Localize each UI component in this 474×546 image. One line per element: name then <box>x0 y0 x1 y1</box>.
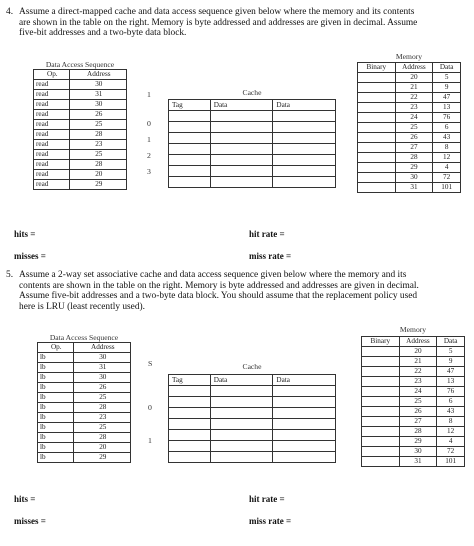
cache-cell[interactable] <box>210 441 273 452</box>
op-cell: lb <box>38 423 74 433</box>
data-cell: 6 <box>437 397 465 407</box>
address-cell: 22 <box>395 93 433 103</box>
data-cell: 12 <box>433 153 461 163</box>
op-cell: lb <box>38 383 74 393</box>
data-cell: 43 <box>433 133 461 143</box>
table-row <box>358 83 461 93</box>
column-header: Op. <box>38 343 74 353</box>
sequence-caption: Data Access Sequence <box>49 333 119 342</box>
address-cell: 21 <box>399 357 437 367</box>
binary-cell[interactable] <box>362 357 400 367</box>
table-row <box>362 437 465 447</box>
cache-row <box>169 122 336 133</box>
cache-cell[interactable] <box>169 111 211 122</box>
table-row <box>358 183 461 193</box>
op-cell: read <box>34 160 70 170</box>
set-label: 1 <box>148 436 152 445</box>
column-header: Address <box>69 70 126 80</box>
cache-cell[interactable] <box>169 441 211 452</box>
table-row <box>34 160 127 170</box>
cache-cell[interactable] <box>273 419 336 430</box>
op-cell: lb <box>38 403 74 413</box>
memory-table-q4 <box>357 62 461 193</box>
binary-cell[interactable] <box>362 397 400 407</box>
binary-cell[interactable] <box>358 93 396 103</box>
address-cell: 26 <box>399 407 437 417</box>
address-cell: 21 <box>395 83 433 93</box>
binary-cell[interactable] <box>362 417 400 427</box>
misses-label: misses = <box>14 516 46 526</box>
cache-cell[interactable] <box>273 430 336 441</box>
table-row <box>38 363 131 373</box>
table-row <box>362 367 465 377</box>
cache-cell[interactable] <box>169 419 211 430</box>
cache-row <box>169 452 336 463</box>
table-row <box>34 150 127 160</box>
binary-cell[interactable] <box>362 407 400 417</box>
miss-rate-label: miss rate = <box>249 251 292 261</box>
table-row <box>38 433 131 443</box>
op-cell: read <box>34 90 70 100</box>
binary-cell[interactable] <box>358 133 396 143</box>
address-cell: 25 <box>395 123 433 133</box>
address-cell: 28 <box>69 160 126 170</box>
question-line: Assume a 2-way set associative cache and data access sequence given below where the memory and its <box>19 270 407 280</box>
cache-cell[interactable] <box>273 177 336 188</box>
memory-caption: Memory <box>399 325 427 334</box>
address-cell: 25 <box>399 397 437 407</box>
cache-row <box>169 430 336 441</box>
cache-table-q5 <box>168 374 336 463</box>
cache-cell[interactable] <box>210 166 273 177</box>
cache-cell[interactable] <box>273 386 336 397</box>
table-row <box>34 80 127 90</box>
table-row <box>38 383 131 393</box>
address-cell: 20 <box>69 170 126 180</box>
table-row <box>38 413 131 423</box>
table-row <box>362 377 465 387</box>
data-cell: 13 <box>437 377 465 387</box>
data-cell: 9 <box>437 357 465 367</box>
cache-cell[interactable] <box>169 408 211 419</box>
address-cell: 23 <box>399 377 437 387</box>
data-cell: 9 <box>433 83 461 93</box>
cache-cell[interactable] <box>273 397 336 408</box>
cache-header: Data <box>210 100 273 111</box>
binary-cell[interactable] <box>358 113 396 123</box>
cache-header: Data <box>273 375 336 386</box>
address-cell: 25 <box>73 393 130 403</box>
cache-header: Data <box>273 100 336 111</box>
cache-cell[interactable] <box>210 408 273 419</box>
set-label: 1 <box>147 135 151 144</box>
cache-row <box>169 133 336 144</box>
address-cell: 28 <box>395 153 433 163</box>
binary-cell[interactable] <box>358 163 396 173</box>
cache-cell[interactable] <box>210 397 273 408</box>
address-cell: 29 <box>73 453 130 463</box>
table-row <box>362 387 465 397</box>
op-cell: read <box>34 140 70 150</box>
cache-cell[interactable] <box>273 144 336 155</box>
table-row <box>34 130 127 140</box>
address-cell: 30 <box>69 100 126 110</box>
cache-cell[interactable] <box>210 144 273 155</box>
cache-cell[interactable] <box>273 408 336 419</box>
question-line: Assume a direct-mapped cache and data access sequence given below where the memory and its contents <box>19 7 415 17</box>
data-cell: 4 <box>433 163 461 173</box>
address-cell: 23 <box>395 103 433 113</box>
question-line: are shown in the table on the right. Memory is byte addressed and addresses are given in decimal. Assume <box>19 17 418 28</box>
data-cell: 101 <box>437 457 465 467</box>
cache-cell[interactable] <box>210 419 273 430</box>
binary-cell[interactable] <box>362 387 400 397</box>
table-row <box>358 73 461 83</box>
address-cell: 28 <box>73 433 130 443</box>
cache-title: Cache <box>242 88 262 97</box>
table-row <box>34 90 127 100</box>
address-cell: 30 <box>69 80 126 90</box>
cache-header: Tag <box>169 100 211 111</box>
table-row <box>38 423 131 433</box>
address-cell: 23 <box>73 413 130 423</box>
table-row <box>362 407 465 417</box>
question-5-text <box>6 270 466 312</box>
table-row <box>38 353 131 363</box>
binary-cell[interactable] <box>358 183 396 193</box>
table-row <box>358 173 461 183</box>
binary-cell[interactable] <box>362 427 400 437</box>
op-cell: read <box>34 120 70 130</box>
table-row <box>358 153 461 163</box>
cache-title: Cache <box>242 362 262 371</box>
cache-row <box>169 144 336 155</box>
table-row <box>362 347 465 357</box>
table-row <box>362 417 465 427</box>
table-row <box>358 93 461 103</box>
cache-cell[interactable] <box>210 386 273 397</box>
address-cell: 24 <box>395 113 433 123</box>
op-cell: read <box>34 180 70 190</box>
table-row <box>38 373 131 383</box>
cache-cell[interactable] <box>169 144 211 155</box>
cache-cell[interactable] <box>273 166 336 177</box>
set-label: 3 <box>147 167 151 176</box>
cache-row <box>169 419 336 430</box>
cache-row <box>169 166 336 177</box>
memory-caption: Memory <box>395 52 423 61</box>
sequence-table-q5 <box>37 342 131 463</box>
address-cell: 28 <box>73 403 130 413</box>
question-number: 5. <box>6 270 14 280</box>
table-row <box>362 357 465 367</box>
cache-cell[interactable] <box>169 166 211 177</box>
misses-label: misses = <box>14 251 46 261</box>
data-cell: 72 <box>433 173 461 183</box>
table-row <box>362 397 465 407</box>
op-cell: read <box>34 170 70 180</box>
op-cell: lb <box>38 393 74 403</box>
cache-table-q4 <box>168 99 336 188</box>
op-cell: lb <box>38 433 74 443</box>
table-row <box>362 427 465 437</box>
question-line: five-bit addresses and a two-byte data block. <box>19 28 187 39</box>
cache-header: Data <box>210 375 273 386</box>
column-header: Op. <box>34 70 70 80</box>
address-cell: 20 <box>395 73 433 83</box>
cache-cell[interactable] <box>210 452 273 463</box>
binary-cell[interactable] <box>362 367 400 377</box>
cache-cell[interactable] <box>210 122 273 133</box>
memory-header: Address <box>395 63 433 73</box>
set-label: 0 <box>148 403 152 412</box>
table-row <box>362 447 465 457</box>
table-row <box>34 180 127 190</box>
address-cell: 20 <box>73 443 130 453</box>
set-label: 2 <box>147 151 151 160</box>
table-row <box>358 133 461 143</box>
question-number: 4. <box>6 7 14 17</box>
address-cell: 25 <box>69 120 126 130</box>
binary-cell[interactable] <box>362 437 400 447</box>
cache-cell[interactable] <box>210 177 273 188</box>
question-4-text <box>6 7 466 39</box>
memory-header: Binary <box>358 63 396 73</box>
table-row <box>34 170 127 180</box>
table-row <box>358 143 461 153</box>
data-cell: 76 <box>433 113 461 123</box>
address-cell: 27 <box>399 417 437 427</box>
sequence-table-q4 <box>33 69 127 190</box>
table-row <box>38 393 131 403</box>
address-cell: 26 <box>395 133 433 143</box>
table-row <box>34 140 127 150</box>
op-cell: lb <box>38 443 74 453</box>
memory-header: Data <box>433 63 461 73</box>
op-cell: lb <box>38 453 74 463</box>
address-cell: 20 <box>399 347 437 357</box>
cache-cell[interactable] <box>273 441 336 452</box>
address-cell: 29 <box>399 437 437 447</box>
address-cell: 27 <box>395 143 433 153</box>
cache-cell[interactable] <box>210 111 273 122</box>
cache-row <box>169 386 336 397</box>
cache-cell[interactable] <box>169 133 211 144</box>
table-row <box>358 163 461 173</box>
miss-rate-label: miss rate = <box>249 516 292 526</box>
question-line: Assume five-bit addresses and a two-byte data block. You should assume that the replacement policy used <box>19 291 418 302</box>
binary-cell[interactable] <box>358 153 396 163</box>
table-row <box>34 120 127 130</box>
address-cell: 28 <box>399 427 437 437</box>
address-cell: 26 <box>73 383 130 393</box>
cache-cell[interactable] <box>273 122 336 133</box>
cache-cell[interactable] <box>169 397 211 408</box>
data-cell: 47 <box>433 93 461 103</box>
table-row <box>38 443 131 453</box>
data-cell: 12 <box>437 427 465 437</box>
data-cell: 43 <box>437 407 465 417</box>
memory-header: Data <box>437 337 465 347</box>
cache-cell[interactable] <box>273 155 336 166</box>
data-cell: 47 <box>437 367 465 377</box>
op-cell: lb <box>38 353 74 363</box>
hits-label: hits = <box>14 229 36 239</box>
data-cell: 72 <box>437 447 465 457</box>
binary-cell[interactable] <box>362 377 400 387</box>
column-header: Address <box>73 343 130 353</box>
memory-header: Address <box>399 337 437 347</box>
address-cell: 28 <box>69 130 126 140</box>
op-cell: read <box>34 100 70 110</box>
cache-cell[interactable] <box>273 133 336 144</box>
address-cell: 24 <box>399 387 437 397</box>
table-row <box>38 453 131 463</box>
binary-cell[interactable] <box>358 83 396 93</box>
cache-row <box>169 397 336 408</box>
address-cell: 31 <box>395 183 433 193</box>
op-cell: read <box>34 130 70 140</box>
address-cell: 26 <box>69 110 126 120</box>
address-cell: 23 <box>69 140 126 150</box>
data-cell: 5 <box>437 347 465 357</box>
cache-cell[interactable] <box>210 155 273 166</box>
cache-cell[interactable] <box>210 430 273 441</box>
op-cell: lb <box>38 413 74 423</box>
op-cell: read <box>34 150 70 160</box>
cache-cell[interactable] <box>210 133 273 144</box>
cache-row <box>169 177 336 188</box>
cache-cell[interactable] <box>169 430 211 441</box>
binary-cell[interactable] <box>358 143 396 153</box>
cache-cell[interactable] <box>169 386 211 397</box>
sequence-caption: Data Access Sequence <box>45 60 115 69</box>
cache-cell[interactable] <box>169 122 211 133</box>
binary-cell[interactable] <box>362 457 400 467</box>
set-label: 0 <box>147 119 151 128</box>
data-cell: 101 <box>433 183 461 193</box>
address-cell: 25 <box>73 423 130 433</box>
memory-table-q5 <box>361 336 465 467</box>
address-cell: 25 <box>69 150 126 160</box>
data-cell: 5 <box>433 73 461 83</box>
address-cell: 31 <box>73 363 130 373</box>
data-cell: 6 <box>433 123 461 133</box>
op-cell: lb <box>38 373 74 383</box>
hit-rate-label: hit rate = <box>249 229 285 239</box>
binary-cell[interactable] <box>362 447 400 457</box>
cache-cell[interactable] <box>169 155 211 166</box>
cache-row <box>169 155 336 166</box>
op-cell: read <box>34 80 70 90</box>
address-cell: 31 <box>69 90 126 100</box>
binary-cell[interactable] <box>358 123 396 133</box>
set-label: S <box>148 359 153 368</box>
question-line: here is LRU (least recently used). <box>19 301 145 312</box>
data-cell: 13 <box>433 103 461 113</box>
table-row <box>34 110 127 120</box>
table-row <box>358 123 461 133</box>
cache-row <box>169 111 336 122</box>
data-cell: 76 <box>437 387 465 397</box>
binary-cell[interactable] <box>362 347 400 357</box>
cache-cell[interactable] <box>273 111 336 122</box>
set-label: 1 <box>147 90 151 99</box>
address-cell: 30 <box>73 373 130 383</box>
hits-label: hits = <box>14 494 36 504</box>
binary-cell[interactable] <box>358 103 396 113</box>
memory-header: Binary <box>362 337 400 347</box>
question-line: contents are shown in the table on the right. Memory is byte addressed and addresses are given in decimal. <box>19 280 419 291</box>
address-cell: 22 <box>399 367 437 377</box>
cache-cell[interactable] <box>169 452 211 463</box>
cache-header: Tag <box>169 375 211 386</box>
op-cell: read <box>34 110 70 120</box>
data-cell: 8 <box>437 417 465 427</box>
address-cell: 29 <box>69 180 126 190</box>
binary-cell[interactable] <box>358 73 396 83</box>
table-row <box>34 100 127 110</box>
address-cell: 29 <box>395 163 433 173</box>
address-cell: 30 <box>399 447 437 457</box>
cache-cell[interactable] <box>273 452 336 463</box>
cache-row <box>169 441 336 452</box>
binary-cell[interactable] <box>358 173 396 183</box>
address-cell: 30 <box>395 173 433 183</box>
cache-row <box>169 408 336 419</box>
table-row <box>358 113 461 123</box>
data-cell: 4 <box>437 437 465 447</box>
table-row <box>362 457 465 467</box>
op-cell: lb <box>38 363 74 373</box>
address-cell: 31 <box>399 457 437 467</box>
table-row <box>358 103 461 113</box>
data-cell: 8 <box>433 143 461 153</box>
address-cell: 30 <box>73 353 130 363</box>
hit-rate-label: hit rate = <box>249 494 285 504</box>
table-row <box>38 403 131 413</box>
cache-cell[interactable] <box>169 177 211 188</box>
